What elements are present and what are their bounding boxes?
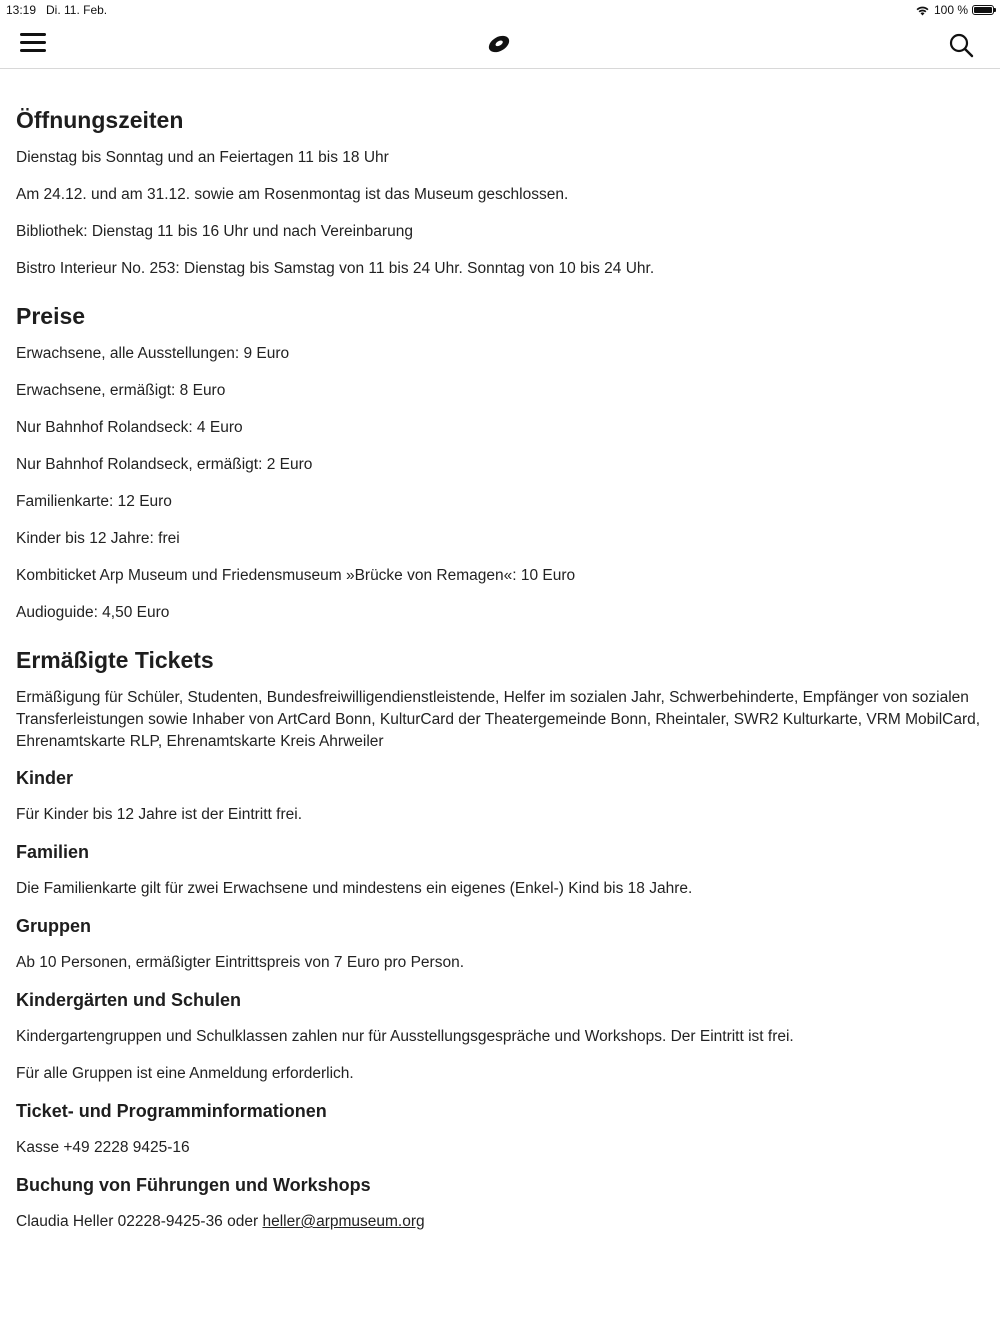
familien-text: Die Familienkarte gilt für zwei Erwachsene und mindestens ein eigenes (Enkel-) Kind bis 18 Jahre. xyxy=(16,880,693,897)
hours-line: Bistro Interieur No. 253: Dienstag bis Samstag von 11 bis 24 Uhr. Sonntag von 10 bis 24 Uhr. xyxy=(16,260,655,277)
subsection-title-kindergaerten: Kindergärten und Schulen xyxy=(16,990,242,1010)
subsection-title-buchung: Buchung von Führungen und Workshops xyxy=(16,1175,371,1195)
price-line: Erwachsene, alle Ausstellungen: 9 Euro xyxy=(16,345,290,362)
status-bar xyxy=(0,0,1000,20)
price-line: Erwachsene, ermäßigt: 8 Euro xyxy=(16,382,226,399)
price-line: Kombiticket Arp Museum und Friedensmuseum »Brücke von Remagen«: 10 Euro xyxy=(16,567,576,584)
section-title-preise: Preise xyxy=(16,303,86,329)
status-date: Di. 11. Feb. xyxy=(46,3,108,17)
arp-museum-logo[interactable] xyxy=(486,32,512,56)
hours-line: Dienstag bis Sonntag und an Feiertagen 11 bis 18 Uhr xyxy=(16,149,389,166)
price-line: Nur Bahnhof Rolandseck: 4 Euro xyxy=(16,419,243,436)
kasse-phone: Kasse +49 2228 9425-16 xyxy=(16,1139,190,1156)
subsection-title-kinder: Kinder xyxy=(16,768,74,788)
section-title-oeffnungszeiten: Öffnungszeiten xyxy=(16,107,184,133)
top-navigation-bar xyxy=(0,20,1000,69)
email-link[interactable]: heller@arpmuseum.org xyxy=(262,1213,425,1230)
kinder-text: Für Kinder bis 12 Jahre ist der Eintritt frei. xyxy=(16,806,303,823)
kindergaerten-text: Für alle Gruppen ist eine Anmeldung erforderlich. xyxy=(16,1065,354,1082)
battery-icon xyxy=(972,5,994,15)
discount-paragraph: Ermäßigung für Schüler, Studenten, Bundesfreiwilligendienstleistende, Helfer im sozialen Jahr, Schwerbehinderte, Empfänger von sozialen Transferleistungen sowie Inhaber von ArtCard Bonn, KulturCard der Theatergemeinde Bonn, Rheintaler, SWR2 Kulturkarte, VRM MobilCard, Ehrenamtskarte RLP, Ehrenamtskarte Kreis Ahrweiler xyxy=(16,689,981,750)
booking-contact xyxy=(16,1211,984,1233)
status-time: 13:19 xyxy=(6,3,37,17)
wifi-icon xyxy=(915,5,930,16)
subsection-title-ticketinfo: Ticket- und Programminformationen xyxy=(16,1101,327,1121)
price-line: Nur Bahnhof Rolandseck, ermäßigt: 2 Euro xyxy=(16,456,313,473)
subsection-title-familien: Familien xyxy=(16,842,90,862)
price-line: Familienkarte: 12 Euro xyxy=(16,493,172,510)
status-right xyxy=(915,3,994,17)
section-title-ermaessigte-tickets: Ermäßigte Tickets xyxy=(16,647,214,673)
main-content xyxy=(16,84,984,1248)
hamburger-menu-icon[interactable] xyxy=(20,33,46,55)
price-line: Audioguide: 4,50 Euro xyxy=(16,604,170,621)
price-line: Kinder bis 12 Jahre: frei xyxy=(16,530,180,547)
booking-contact-text: Claudia Heller 02228-9425-36 oder xyxy=(16,1213,263,1230)
search-icon[interactable] xyxy=(948,32,974,58)
hours-line: Am 24.12. und am 31.12. sowie am Rosenmontag ist das Museum geschlossen. xyxy=(16,186,569,203)
subsection-title-gruppen: Gruppen xyxy=(16,916,91,936)
kindergaerten-text: Kindergartengruppen und Schulklassen zahlen nur für Ausstellungsgespräche und Workshops. Der Eintritt ist frei. xyxy=(16,1028,794,1045)
gruppen-text: Ab 10 Personen, ermäßigter Eintrittspreis von 7 Euro pro Person. xyxy=(16,954,464,971)
battery-percent: 100 % xyxy=(933,3,968,17)
hours-line: Bibliothek: Dienstag 11 bis 16 Uhr und nach Vereinbarung xyxy=(16,223,413,240)
